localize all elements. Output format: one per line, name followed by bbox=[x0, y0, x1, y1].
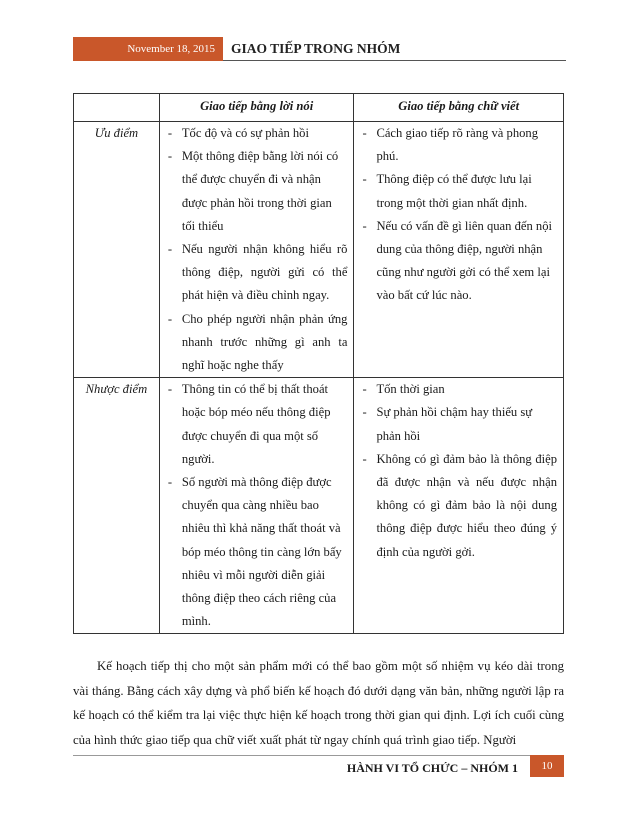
page-header bbox=[73, 37, 566, 61]
list-item: - Sự phản hồi chậm hay thiếu sự phản hồi bbox=[362, 405, 533, 443]
table-row-advantages bbox=[74, 122, 564, 378]
list-item: - Cho phép người nhận phản ứng nhanh trước những gì anh ta nghĩ hoặc nghe thấy bbox=[167, 311, 348, 373]
list-item: - Nếu người nhận không hiểu rõ thông điệp, người gửi có thể phát hiện và điều chỉnh ngay. bbox=[167, 242, 348, 303]
cell-disadvantages-written bbox=[354, 378, 564, 634]
table-header-row bbox=[74, 94, 564, 122]
cell-disadvantages-verbal bbox=[159, 378, 354, 634]
list-item: - Không có gì đảm bảo là thông điệp đã được nhận và nếu được nhận không có gì đảm bảo là nội dung thông điệp được hiểu theo đúng ý định của người gởi. bbox=[362, 451, 557, 559]
header-rule bbox=[223, 60, 566, 61]
list-item: - Thông điệp có thể được lưu lại trong một thời gian nhất định. bbox=[362, 172, 532, 210]
header-date: November 18, 2015 bbox=[73, 37, 223, 61]
table-header-written: Giao tiếp bằng chữ viết bbox=[354, 94, 564, 122]
list-item: - Nếu có vấn đề gì liên quan đến nội dung của thông điệp, người nhận cũng như người gởi có thể xem lại vào bất cứ lúc nào. bbox=[362, 218, 552, 303]
page-footer bbox=[73, 755, 564, 777]
list-item: - Thông tin có thể bị thất thoát hoặc bóp méo nếu thông điệp được chuyển đi qua một số người. bbox=[167, 382, 331, 466]
footer-rule bbox=[73, 755, 564, 756]
page-number: 10 bbox=[530, 755, 564, 777]
list-item: - Tốn thời gian bbox=[362, 382, 445, 397]
table-header-verbal: Giao tiếp bằng lời nói bbox=[159, 94, 354, 122]
list-item: - Số người mà thông điệp được chuyển qua càng nhiều bao nhiêu thì khả năng thất thoát và bóp méo thông tin càng lớn bấy nhiêu vì mỗi người diễn giải thông điệp theo cách riêng của mình. bbox=[167, 475, 342, 629]
body-paragraph: Kế hoạch tiếp thị cho một sản phẩm mới có thể bao gồm một số nhiệm vụ kéo dài trong vài tháng. Bằng cách xây dựng và phổ biến kế hoạch đó dưới dạng văn bản, những người lập ra kế hoạch có thể kiểm tra lại việc thực hiện kế hoạch trong thời gian qui định. Lợi ích cuối cùng của hình thức giao tiếp qua chữ viết xuất phát từ ngay chính quá trình giao tiếp. Người bbox=[73, 659, 564, 747]
footer-label: HÀNH VI TỔ CHỨC – NHÓM 1 bbox=[346, 761, 518, 775]
list-item: - Một thông điệp bằng lời nói có thể được chuyển đi và nhận được phản hồi trong thời gian tối thiểu bbox=[167, 149, 339, 233]
table-row-disadvantages bbox=[74, 378, 564, 634]
list-item: - Cách giao tiếp rõ ràng và phong phú. bbox=[362, 126, 539, 164]
cell-advantages-verbal bbox=[159, 122, 354, 378]
header-title: GIAO TIẾP TRONG NHÓM bbox=[231, 41, 401, 56]
cell-advantages-written bbox=[354, 122, 564, 378]
row-label-advantages: Ưu điểm bbox=[74, 122, 160, 378]
table-header-corner bbox=[74, 94, 160, 122]
list-item: - Tốc độ và có sự phản hồi bbox=[167, 126, 309, 140]
comparison-table bbox=[73, 93, 564, 634]
row-label-disadvantages: Nhược điểm bbox=[74, 378, 160, 634]
